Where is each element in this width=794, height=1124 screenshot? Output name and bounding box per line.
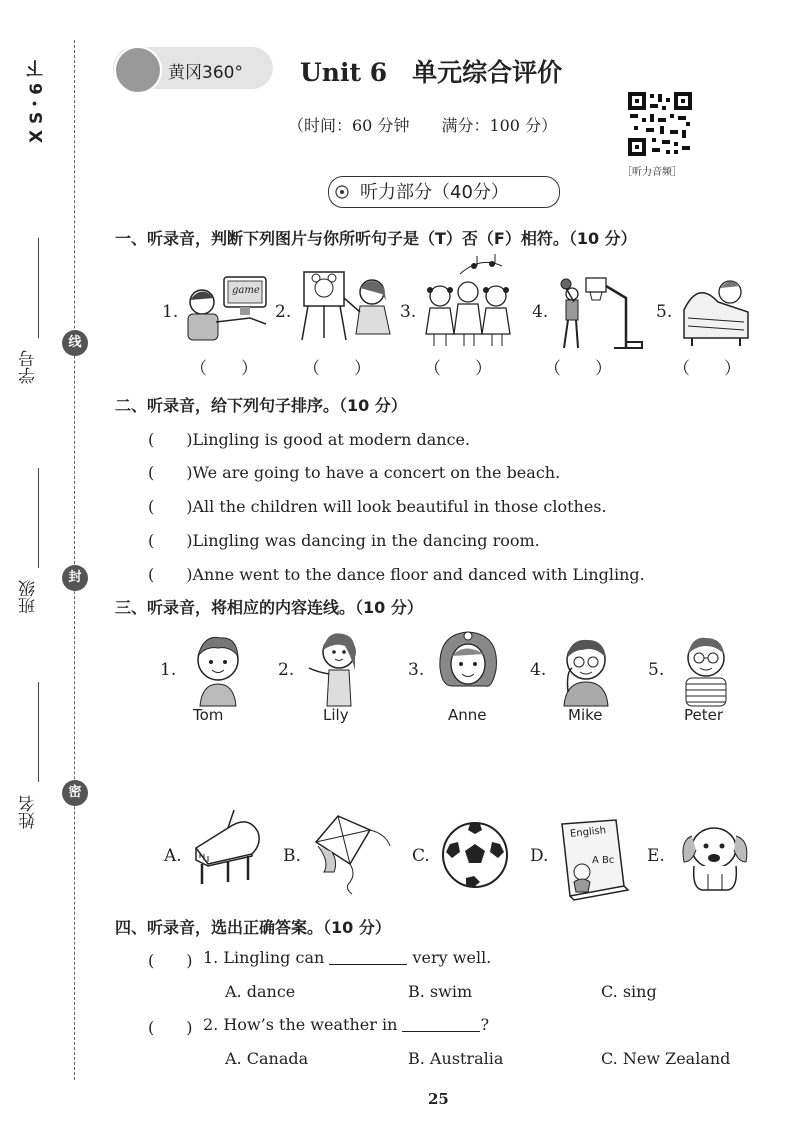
flower-icon xyxy=(332,183,352,201)
s3-number-5: 5. xyxy=(648,660,665,680)
s3-letter-a: A. xyxy=(164,846,182,866)
class-line xyxy=(38,468,39,568)
s1-answer-5[interactable]: （ ） xyxy=(673,359,741,379)
girl-painting-image xyxy=(298,268,398,344)
tom-name: Tom xyxy=(193,706,224,724)
s4-q1-prefix: 1. Lingling can xyxy=(203,948,325,967)
girls-singing-image xyxy=(420,256,520,350)
boy-computer-game-image xyxy=(180,272,272,344)
binding-dashed-line xyxy=(74,40,75,1080)
s4-q1-option-c[interactable]: C. sing xyxy=(601,982,657,1001)
s4-q2-suffix: ? xyxy=(480,1015,490,1034)
dog-image[interactable] xyxy=(678,818,756,894)
s4-q2-blank[interactable] xyxy=(402,1017,480,1032)
s4-q2-prefix: 2. How’s the weather in xyxy=(203,1015,398,1034)
s3-number-1: 1. xyxy=(160,660,177,680)
s4-q1-suffix: very well. xyxy=(412,948,492,967)
s2-item-2[interactable]: ( )We are going to have a concert on the beach. xyxy=(148,463,561,482)
student-id-line xyxy=(38,238,39,338)
peter-name: Peter xyxy=(684,706,724,724)
series-code: X S・6 下 xyxy=(27,60,47,144)
s3-letter-e: E. xyxy=(647,846,665,866)
anne-portrait-image[interactable] xyxy=(434,628,504,706)
basketball-player-image xyxy=(556,268,648,352)
s4-q2-answer[interactable]: ( ) xyxy=(148,1018,193,1037)
s4-q2-option-a[interactable]: A. Canada xyxy=(225,1049,309,1068)
s4-q1-blank[interactable] xyxy=(329,950,407,965)
s2-item-1[interactable]: ( )Lingling is good at modern dance. xyxy=(148,430,471,449)
s1-number-2: 2. xyxy=(275,302,292,322)
anne-name: Anne xyxy=(448,706,487,724)
s4-q2-option-c[interactable]: C. New Zealand xyxy=(601,1049,731,1068)
s4-q1-text xyxy=(203,948,491,967)
tom-portrait-image[interactable] xyxy=(190,630,246,706)
section-banner-text: 听力部分（40分） xyxy=(360,182,509,203)
s1-answer-1[interactable]: （ ） xyxy=(190,359,258,379)
section-3-heading: 三、听录音，将相应的内容连线。（10 分） xyxy=(115,598,423,617)
s2-item-3[interactable]: ( )All the children will look beautiful in those clothes. xyxy=(148,497,607,516)
s3-letter-d: D. xyxy=(530,846,549,866)
game-screen-text: game xyxy=(232,285,260,296)
section-1-heading: 一、听录音，判断下列图片与你所听句子是（T）否（F）相符。（10 分） xyxy=(115,229,637,248)
s2-item-4[interactable]: ( )Lingling was dancing in the dancing room. xyxy=(148,531,540,550)
s1-answer-3[interactable]: （ ） xyxy=(424,359,492,379)
lily-name: Lily xyxy=(323,706,349,724)
s1-number-1: 1. xyxy=(162,302,179,322)
seal-line: 线 xyxy=(62,330,88,356)
brand-name: 黄冈360° xyxy=(168,63,243,83)
s4-q2-option-b[interactable]: B. Australia xyxy=(408,1049,504,1068)
book-title: English xyxy=(569,825,607,840)
s3-number-3: 3. xyxy=(408,660,425,680)
qr-code-icon[interactable] xyxy=(626,90,694,158)
exam-meta: （时间：60 分钟 满分：100 分） xyxy=(288,116,558,135)
lily-portrait-image[interactable] xyxy=(305,626,367,706)
page-title: Unit 6 单元综合评价 xyxy=(300,58,563,87)
name-line xyxy=(38,682,39,782)
piano-image[interactable] xyxy=(188,808,268,888)
football-image[interactable] xyxy=(440,820,510,890)
s3-number-4: 4. xyxy=(530,660,547,680)
mike-name: Mike xyxy=(568,706,603,724)
s1-answer-4[interactable]: （ ） xyxy=(544,359,612,379)
kite-image[interactable] xyxy=(310,812,394,894)
peter-portrait-image[interactable] xyxy=(678,630,734,706)
student-id-label: 学号 xyxy=(19,350,39,384)
s1-number-3: 3. xyxy=(400,302,417,322)
s3-letter-b: B. xyxy=(283,846,301,866)
s4-q1-option-b[interactable]: B. swim xyxy=(408,982,473,1001)
s4-q2-text xyxy=(203,1015,489,1034)
s1-number-5: 5. xyxy=(656,302,673,322)
section-2-heading: 二、听录音，给下列句子排序。（10 分） xyxy=(115,396,407,415)
page-number: 25 xyxy=(428,1090,449,1108)
s1-number-4: 4. xyxy=(532,302,549,322)
name-label: 姓名 xyxy=(19,795,39,829)
qr-caption: ［听力音频］ xyxy=(622,167,682,178)
s4-q1-option-a[interactable]: A. dance xyxy=(225,982,296,1001)
mike-portrait-image[interactable] xyxy=(556,632,616,706)
man-playing-piano-image xyxy=(678,272,756,346)
s3-number-2: 2. xyxy=(278,660,295,680)
s4-q1-answer[interactable]: ( ) xyxy=(148,951,193,970)
s2-item-5[interactable]: ( )Anne went to the dance floor and danced with Lingling. xyxy=(148,565,645,584)
seal-seal: 封 xyxy=(62,565,88,591)
class-label: 班级 xyxy=(19,580,39,614)
brand-mascot-icon xyxy=(114,46,162,94)
section-4-heading: 四、听录音，选出正确答案。（10 分） xyxy=(115,918,391,937)
s3-letter-c: C. xyxy=(412,846,430,866)
book-letters: A Bc xyxy=(592,855,615,866)
s1-answer-2[interactable]: （ ） xyxy=(303,359,371,379)
seal-secret: 密 xyxy=(62,780,88,806)
